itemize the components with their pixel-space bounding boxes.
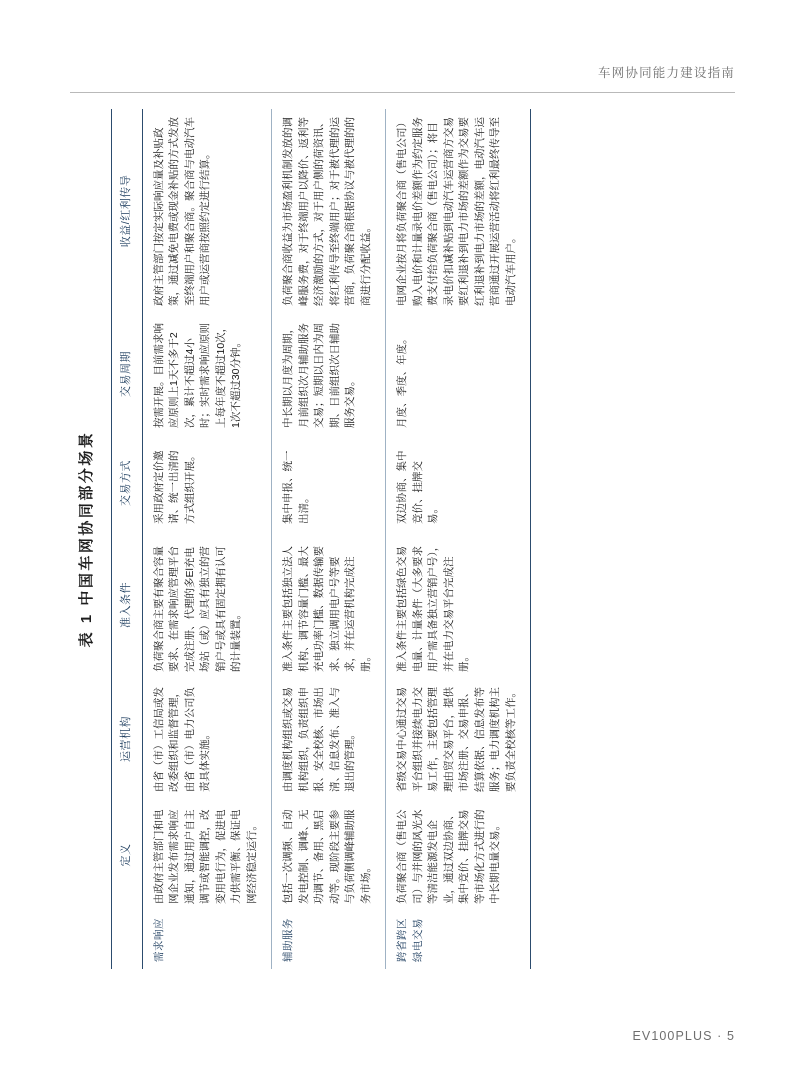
cell-admission: 准入条件主要包括独立法人机构、调节容量门槛、最大充电功率门槛、数据传输要求、独立调用电户号等要求，并在运营机构完成注册。 xyxy=(281,545,371,672)
row-label-ancillary-services: 辅助服务 xyxy=(281,917,294,962)
footer-page-label: EV100PLUS · 5 xyxy=(632,1029,735,1043)
cell-definition: 由政府主管部门和电网企业发布需求响应通知，通过用户自主调节或智能调控，改变用电行为，促进电力供需平衡、保证电网经济稳定运行。 xyxy=(152,809,257,904)
cell-admission: 准入条件主要包括绿色交易电量、计量条件（大多要求用户需具备独立营销户号），并在电力交易平台完成注册。 xyxy=(395,540,470,672)
table-row xyxy=(271,109,385,969)
cell-operating-org: 省级交易中心通过交易平台组织并接续电力交易工作，主要包括管理理由贸交易平台，提供市场注册、交易申报、结算依据、信息发布等服务；电力调度机构主要负责全校核等工作。 xyxy=(395,686,516,792)
column-header-operating-org: 运营机构 xyxy=(119,715,132,762)
table-header xyxy=(111,109,142,969)
cell-definition: 负荷聚合商（售电公司）与并网的风光水等清洁能源发电企业，通过双边协商、集中竞价、挂牌交易等市场化方式进行的中长期电量交易。 xyxy=(395,809,501,904)
column-header-definition: 定义 xyxy=(119,843,132,866)
row-label-cross-province-green-power: 跨省跨区绿电交易 xyxy=(395,917,423,962)
table-title: 表 1 中国车网协同部分场景 xyxy=(77,430,95,647)
table-row xyxy=(142,109,272,969)
table-body xyxy=(142,109,531,969)
cell-admission: 负荷聚合商主要有聚合容量要求、在需求响应管理平台完成注册、代理的多El充电场站（或）应具有独立的营销户号或具有固定拥有认可的计量装置。 xyxy=(152,545,242,672)
column-header-benefit: 收益/红利传导 xyxy=(119,174,132,247)
cell-trade-mode: 双边协商、集中竞价、挂牌交易。 xyxy=(395,450,439,524)
column-header-trade-mode: 交易方式 xyxy=(119,459,132,506)
cell-trade-cycle: 按需开展。目前需求响应原则上1天不多于2次，累计不超过4小时；实时需求响应原则上每年度不超过10次，1次不超过30分钟。 xyxy=(152,321,242,428)
column-header-trade-cycle: 交易周期 xyxy=(119,350,132,397)
table-header-row xyxy=(111,109,142,969)
cell-operating-org: 由省（市）工信局或发改委组织和监督管理，由省（市）电力公司负责具体实施。 xyxy=(152,686,211,792)
column-header-admission: 准入条件 xyxy=(119,581,132,628)
running-footer xyxy=(70,1021,735,1043)
cell-benefit: 政府主管部门按定实际响应量及补贴政策，通过减免电费或现金补贴的方式发放至终端用户和聚合商。聚合商与电动汽车用户或运营商按照约定进行结算。 xyxy=(152,116,211,306)
row-label-demand-response: 需求响应 xyxy=(152,917,164,962)
column-header-scene xyxy=(111,911,142,969)
header-title: 车网协同能力建设指南 xyxy=(597,66,735,80)
cell-trade-cycle: 中长期以月度为周期，月前组织次月辅助服务交易；短期以日内为周期、日前组织次日辅助服务交易。 xyxy=(281,322,356,428)
cell-definition: 包括一次调频、自动发电控制、调峰、无功调节、备用、黑启动等。现阶段主要参与负荷侧调峰辅助服务市场。 xyxy=(281,809,371,904)
scene-table xyxy=(111,109,531,969)
cell-trade-mode: 采用政府定价邀请、统一出清的方式组织开展。 xyxy=(152,450,195,524)
cell-benefit: 负荷聚合商收益为市场盈利机制发放的调峰服务费，对于终端用户以降价、返利等经济激励的方式，对于用户侧的荷资讯、将红利传导至终端用户；对于被代理的运营商，负荷聚合商根据协议与被代理的的商进行分配收益。 xyxy=(281,116,371,306)
cell-operating-org: 由调度机构组织或交易机构组织，负责组织申报、安全校核、市场出清、信息发布、准入与退出的管理。 xyxy=(281,686,356,792)
cell-benefit: 电网企业按月将负荷聚合商（售电公司）购入电价和计量录电价差额作为约定服务费支付给负荷聚合商（售电公司）；将目录电价扣减补贴到电动汽车运营商方交易要红利退补到电力市场的差额作为交易要红利退补到电力市场的差额，电动汽车运营商通过开展运营活动将红利最终传导至电动汽车用户。 xyxy=(395,116,516,306)
cell-trade-cycle: 月度、季度、年度。 xyxy=(395,333,408,428)
rotated-table-inner xyxy=(77,109,717,969)
cell-trade-mode: 集中申报、统一出清。 xyxy=(281,450,309,524)
table-row xyxy=(385,109,530,969)
